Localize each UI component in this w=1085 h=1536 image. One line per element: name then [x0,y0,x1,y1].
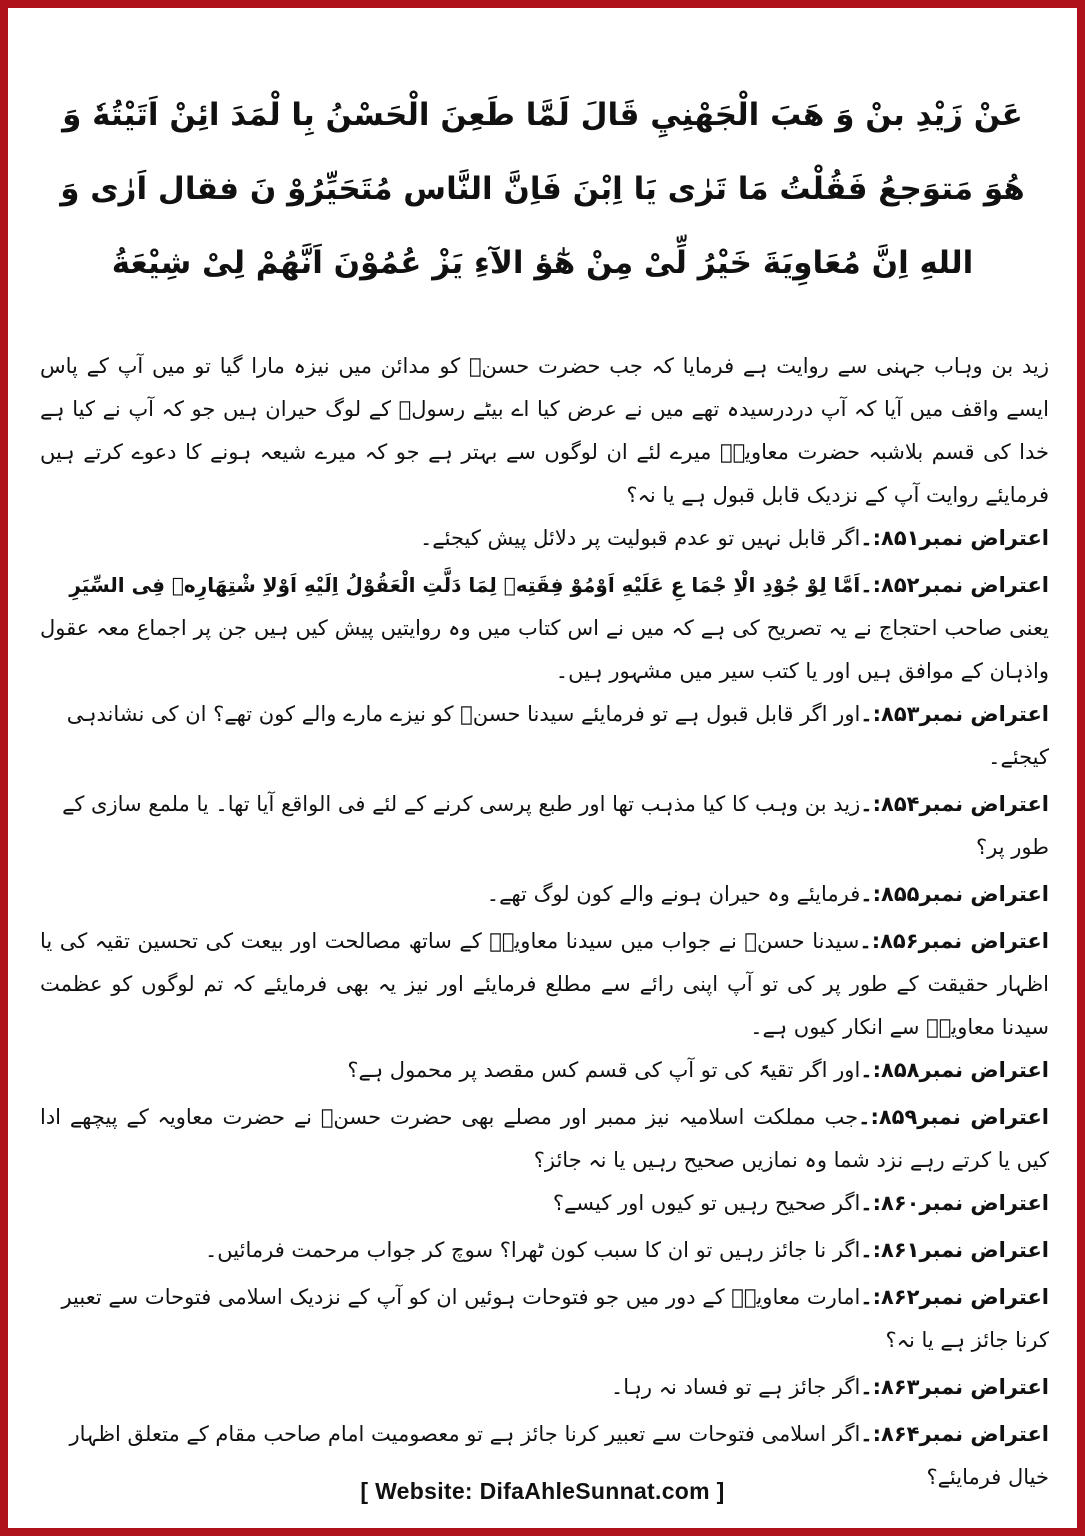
objection-arabic-text: اَمَّا لِوْ جُوْدِ الْاِ جْمَا عِ عَلَيْهِ اَوْمُوْ فِقَتِهٖ لِمَا دَلَّتِ الْعَقُوْلُ اِلَيْهِ اَوْلاِ شْتِهَارِهٖ فِى السِّيَرِ [69,573,861,597]
objection-text: اگر صحیح رہیں تو کیوں اور کیسے؟ [552,1191,861,1215]
objection-863 [40,1366,1049,1409]
objection-856 [40,920,1049,1049]
objection-text: اگر اسلامی فتوحات سے تعبیر کرنا جائز ہے تو معصومیت امام صاحب مقام کے متعلق اظہار خیال فرمایئے؟ [69,1422,1049,1489]
objection-852 [40,564,1049,607]
objection-label: اعتراض نمبر۸۵۳:۔ [860,702,1049,726]
objection-text: اور اگر قابل قبول ہے تو فرمایئے سیدنا حسنؓ کو نیزے مارے والے کون تھے؟ ان کی نشاندہی کیجئے۔ [66,702,1049,769]
arabic-hadith-quote: عَنْ زَيْدِ بنْ وَ هَبَ الْجَهْنِيِ قَالَ لَمَّا طَعِنَ الْحَسْنُ بِا لْمَدَ ائِنْ اَتَيْتُهٗ وَ هُوَ مَتوَجعُ فَقُلْتُ مَا تَرٰى يَا اِبْنَ فَاِنَّ النَّاس مُتَحَيِّرُوْ نَ فقال اَرٰى وَ اللهِ اِنَّ مُعَاوِيَةَ خَيْرُ لِّىْ مِنْ هٰٓؤ الآءِ يَزْ عُمُوْنَ اَنَّهُمْ لِیْ شِيْعَةُ [60,97,1025,281]
objection-859 [40,1096,1049,1182]
objection-label: اعتراض نمبر۸۵۸:۔ [860,1058,1049,1082]
objection-label: اعتراض نمبر۸۶۰:۔ [860,1191,1049,1215]
objection-label: اعتراض نمبر۸۶۳:۔ [860,1375,1049,1399]
objection-label: اعتراض نمبر۸۵۹:۔ [858,1105,1049,1129]
objection-label: اعتراض نمبر۸۵۴:۔ [860,792,1049,816]
document-body [40,345,1049,1499]
objection-label: اعتراض نمبر۸۶۲:۔ [860,1285,1049,1309]
objection-text: جب مملکت اسلامیہ نیز ممبر اور مصلے بھی حضرت حسنؓ نے حضرت معاویہ کے پیچھے ادا کیں یا کرتے رہے نزد شما وہ نمازیں صحیح رہیں یا نہ جائز؟ [40,1105,1049,1172]
objection-label: اعتراض نمبر۸۵۶:۔ [859,929,1049,953]
objection-label: اعتراض نمبر۸۵۲:۔ [860,573,1049,597]
objection-text: زید بن وہب کا کیا مذہب تھا اور طبع پرسی کرنے کے لئے فی الواقع آیا تھا۔ یا ملمع سازی کے طور پر؟ [62,792,1049,859]
objection-text: اگر نا جائز رہیں تو ان کا سبب کون ٹھرا؟ سوچ کر جواب مرحمت فرمائیں۔ [205,1238,861,1262]
objection-851 [40,517,1049,560]
objection-label: اعتراض نمبر۸۵۱:۔ [860,526,1049,550]
objection-text: اگر جائز ہے تو فساد نہ رہا۔ [610,1375,861,1399]
objection-861 [40,1229,1049,1272]
objection-852-explanation: یعنی صاحب احتجاج نے یہ تصریح کی ہے کہ میں نے اس کتاب میں وہ روایتیں پیش کیں ہیں جن پر اجماع معہ عقول واذہان کے موافق ہیں اور یا کتب سیر میں مشہور ہیں۔ [40,616,1049,683]
urdu-translation: زید بن وہاب جہنی سے روایت ہے فرمایا کہ جب حضرت حسنؓ کو مدائن میں نیزہ مارا گیا تو میں آپ کے پاس ایسے واقف میں آیا کہ آپ دردرسیدہ تھے میں نے عرض کیا اے بیٹے رسولؐ کے لوگ حیران ہیں جو کہ آپ نے کیا ہے خدا کی قسم بلاشبہ حضرت معاویہؓ میرے لئے ان لوگوں سے بہتر ہے جو کہ میرے شیعہ ہونے کا دعوے کرتے ہیں فرمایئے روایت آپ کے نزدیک قابل قبول ہے یا نہ؟ [40,354,1049,507]
objection-855 [40,873,1049,916]
objection-label: اعتراض نمبر۸۵۵:۔ [860,882,1049,906]
objection-text: سیدنا حسنؓ نے جواب میں سیدنا معاویہؓ کے ساتھ مصالحت اور بیعت کی تحسین تقیہ کی یا اظہار حقیقت کے طور پر کی تو آپ اپنی رائے سے مطلع فرمایئے اور نیز یہ بھی فرمایئے کہ تم لوگوں کو عظمت سیدنا معاویہؓ سے انکار کیوں ہے۔ [40,929,1049,1039]
website-footer: [ Website: DifaAhleSunnat.com ] [360,1478,725,1504]
objection-860 [40,1182,1049,1225]
objection-text: فرمایئے وہ حیران ہونے والے کون لوگ تھے۔ [486,882,861,906]
objection-853 [40,693,1049,779]
objection-text: اور اگر تقیۃً کی تو آپ کی قسم کس مقصد پر محمول ہے؟ [347,1058,861,1082]
objection-862 [40,1276,1049,1362]
objection-text: اگر قابل نہیں تو عدم قبولیت پر دلائل پیش کیجئے۔ [420,526,861,550]
objection-854 [40,783,1049,869]
objection-label: اعتراض نمبر۸۶۴:۔ [860,1422,1049,1446]
objection-text: امارت معاویہؓ کے دور میں جو فتوحات ہوئیں ان کو آپ کے نزدیک اسلامی فتوحات سے تعبیر کرنا جائز ہے یا نہ؟ [61,1285,1049,1352]
objection-858 [40,1049,1049,1092]
objection-label: اعتراض نمبر۸۶۱:۔ [860,1238,1049,1262]
